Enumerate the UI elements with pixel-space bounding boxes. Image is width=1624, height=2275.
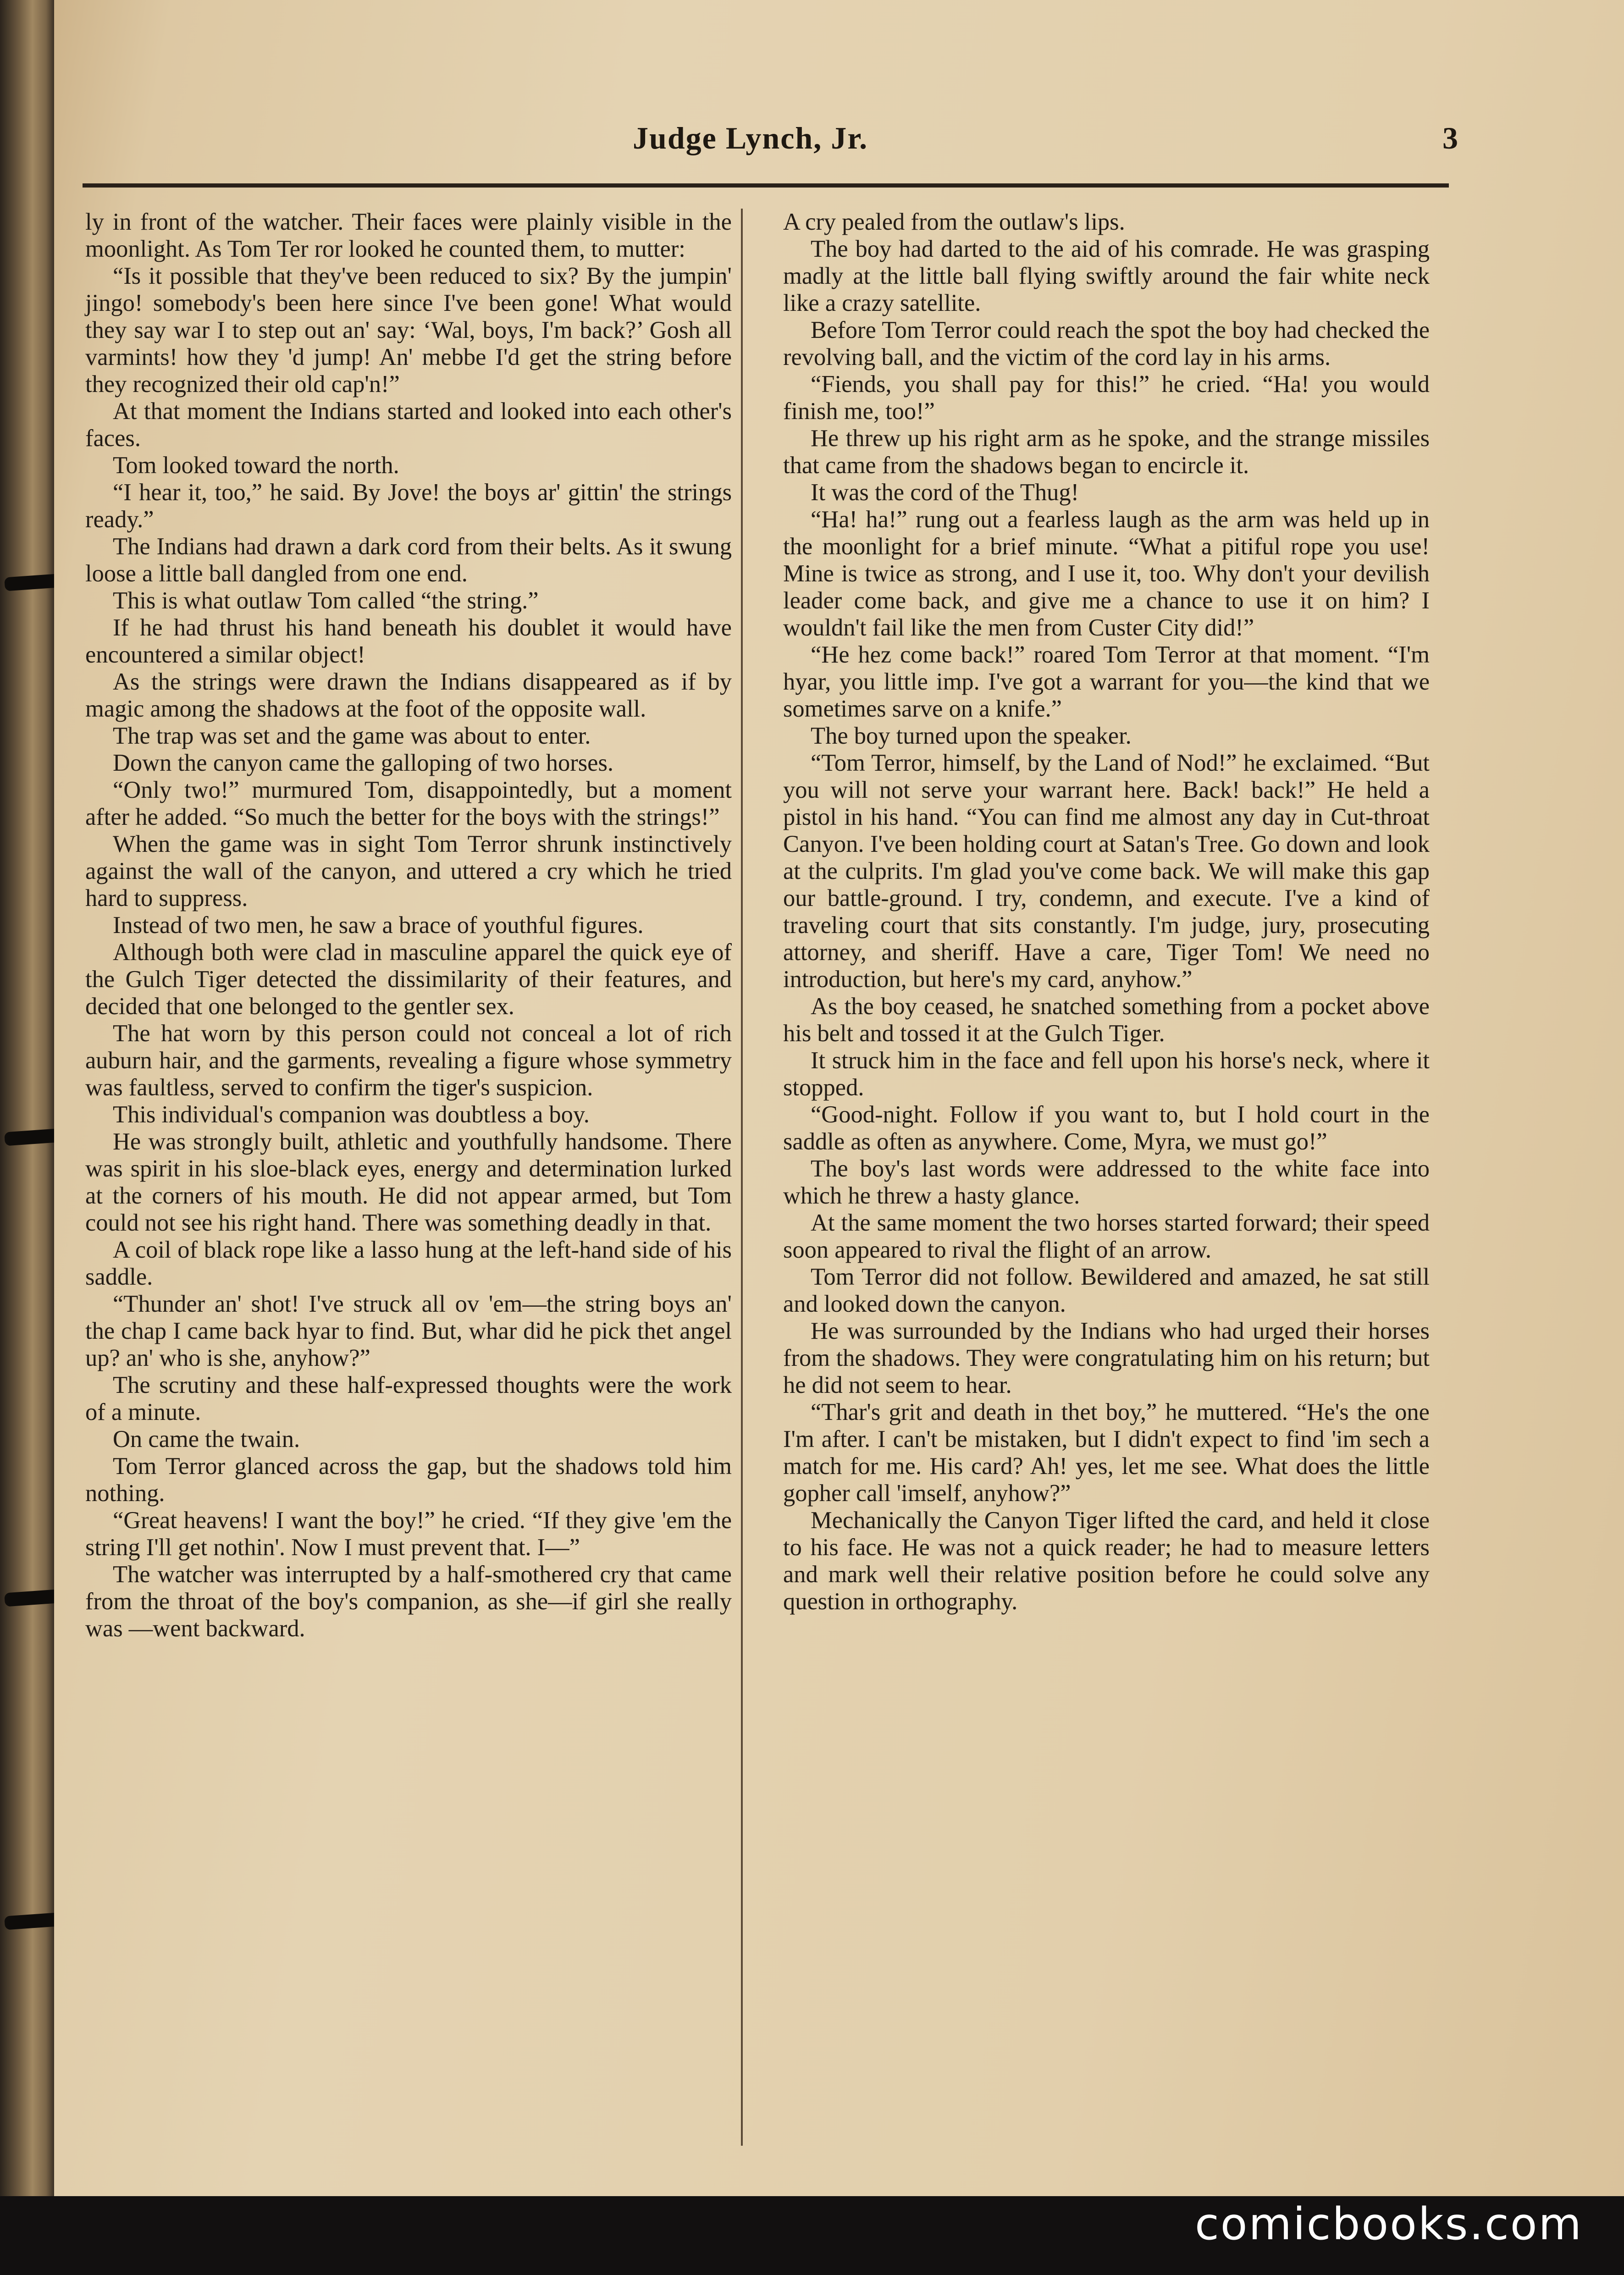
paragraph: It was the cord of the Thug! <box>811 479 1079 506</box>
watermark: comicbooks.com <box>1194 2198 1583 2250</box>
paragraph: “Is it possible that they've been reduced to six? By the jumpin' jingo! somebody's been here since I've been gone! What would they say war I to step out an' say: ‘Wal, boys, I'm back?’ Gosh all varmints! how they 'd jump! An' mebbe I'd get the string before they recognized their old cap'n!” <box>85 263 732 398</box>
text-column-right <box>783 209 1430 1615</box>
paragraph: The watcher was interrupted by a half-smothered cry that came from the throat of the boy's companion, as she—if girl she really was —went backward. <box>85 1561 732 1642</box>
paragraph: “Thunder an' shot! I've struck all ov 'em—the string boys an' the chap I came back hyar to find. But, whar did he pick thet angel up? an' who is she, anyhow?” <box>85 1291 732 1371</box>
paragraph: “Good-night. Follow if you want to, but I hold court in the saddle as often as anywhere. Come, Myra, we must go!” <box>783 1101 1430 1155</box>
paragraph: If he had thrust his hand beneath his doublet it would have encountered a similar object! <box>85 614 732 668</box>
page-title: Judge Lynch, Jr. <box>633 121 868 155</box>
paragraph: A coil of black rope like a lasso hung at the left-hand side of his saddle. <box>85 1237 732 1290</box>
paragraph: This is what outlaw Tom called “the string.” <box>113 587 539 614</box>
paragraph: As the boy ceased, he snatched something from a pocket above his belt and tossed it at the Gulch Tiger. <box>783 993 1430 1047</box>
paragraph: The Indians had drawn a dark cord from their belts. As it swung loose a little ball dangled from one end. <box>85 533 732 587</box>
paragraph: A cry pealed from the outlaw's lips. <box>783 209 1125 235</box>
paragraph: Before Tom Terror could reach the spot the boy had checked the revolving ball, and the victim of the cord lay in his arms. <box>783 317 1430 370</box>
paragraph: Tom looked toward the north. <box>113 452 399 479</box>
paragraph: The hat worn by this person could not conceal a lot of rich auburn hair, and the garments, revealing a figure whose symmetry was faultless, served to confirm the tiger's suspicion. <box>85 1020 732 1101</box>
paragraph: “Great heavens! I want the boy!” he cried. “If they give 'em the string I'll get nothin'. Now I must prevent that. I—” <box>85 1507 732 1561</box>
paragraph: At the same moment the two horses started forward; their speed soon appeared to rival the flight of an arrow. <box>783 1209 1430 1263</box>
paragraph: Mechanically the Canyon Tiger lifted the card, and held it close to his face. He was not a quick reader; he had to measure letters and mark well their relative position before he could solve any question in orthography. <box>783 1507 1430 1615</box>
paragraph: He was strongly built, athletic and youthfully handsome. There was spirit in his sloe-black eyes, energy and determination lurked at the corners of his mouth. He did not appear armed, but Tom could not see his right hand. There was something deadly in that. <box>85 1128 732 1236</box>
paragraph: The boy had darted to the aid of his comrade. He was grasping madly at the little ball flying swiftly around the fair white neck like a crazy satellite. <box>783 236 1430 316</box>
paragraph: As the strings were drawn the Indians disappeared as if by magic among the shadows at the foot of the opposite wall. <box>85 668 732 722</box>
paragraph: Down the canyon came the galloping of two horses. <box>113 750 614 776</box>
paragraph: At that moment the Indians started and looked into each other's faces. <box>85 398 732 452</box>
paragraph: He was surrounded by the Indians who had urged their horses from the shadows. They were congratulating him on his return; but he did not seem to hear. <box>783 1318 1430 1398</box>
paragraph: ly in front of the watcher. Their faces were plainly visible in the moonlight. As Tom Ter ror looked he counted them, to mutter: <box>85 209 732 262</box>
paragraph: Tom Terror did not follow. Bewildered and amazed, he sat still and looked down the canyon. <box>783 1264 1430 1317</box>
paragraph: “He hez come back!” roared Tom Terror at that moment. “I'm hyar, you little imp. I've got a warrant for you—the kind that we sometimes sarve on a knife.” <box>783 641 1430 722</box>
paragraph: He threw up his right arm as he spoke, and the strange missiles that came from the shadows began to encircle it. <box>783 425 1430 479</box>
paragraph: “Only two!” murmured Tom, disappointedly, but a moment after he added. “So much the better for the boys with the strings!” <box>85 777 732 830</box>
page-number: 3 <box>1442 121 1458 155</box>
paragraph: Although both were clad in masculine apparel the quick eye of the Gulch Tiger detected the dissimilarity of their features, and decided that one belonged to the gentler sex. <box>85 939 732 1020</box>
header-rule <box>83 183 1449 188</box>
paragraph: The boy's last words were addressed to the white face into which he threw a hasty glance. <box>783 1155 1430 1209</box>
paragraph: “Fiends, you shall pay for this!” he cried. “Ha! you would finish me, too!” <box>783 371 1430 425</box>
column-divider <box>741 209 743 2146</box>
running-header <box>83 120 1458 166</box>
paragraph: On came the twain. <box>113 1426 300 1452</box>
paragraph: This individual's companion was doubtless a boy. <box>113 1101 590 1128</box>
paragraph: “Thar's grit and death in thet boy,” he muttered. “He's the one I'm after. I can't be mistaken, but I didn't expect to find 'im sech a match for me. His card? Ah! yes, let me see. What does the little gopher call 'imself, anyhow?” <box>783 1399 1430 1507</box>
paragraph: The scrutiny and these half-expressed thoughts were the work of a minute. <box>85 1372 732 1425</box>
paragraph: “Ha! ha!” rung out a fearless laugh as the arm was held up in the moonlight for a brief minute. “What a pitiful rope you use! Mine is twice as strong, and I use it, too. Why don't your devilish leader come back, and give me a chance to use it on him? I wouldn't fail like the men from Custer City did!” <box>783 506 1430 641</box>
paragraph: Tom Terror glanced across the gap, but the shadows told him nothing. <box>85 1453 732 1507</box>
paragraph: When the game was in sight Tom Terror shrunk instinctively against the wall of the canyon, and uttered a cry which he tried hard to suppress. <box>85 831 732 911</box>
text-column-left <box>85 209 732 1642</box>
paragraph: Instead of two men, he saw a brace of youthful figures. <box>113 912 644 939</box>
paragraph: “I hear it, too,” he said. By Jove! the boys ar' gittin' the strings ready.” <box>85 479 732 533</box>
paragraph: The trap was set and the game was about to enter. <box>113 723 591 749</box>
paragraph: “Tom Terror, himself, by the Land of Nod!” he exclaimed. “But you will not serve your warrant here. Back! back!” He held a pistol in his hand. “You can find me almost any day in Cut-throat Canyon. I've been holding court at Satan's Tree. Go down and look at the culprits. I'm glad you've come back. We will make this gap our battle-ground. I try, condemn, and execute. I've a kind of traveling court that sits constantly. I'm judge, jury, prosecuting attorney, and sheriff. Have a care, Tiger Tom! We need no introduction, but here's my card, anyhow.” <box>783 750 1430 993</box>
paragraph: It struck him in the face and fell upon his horse's neck, where it stopped. <box>783 1047 1430 1101</box>
paragraph: The boy turned upon the speaker. <box>811 723 1132 749</box>
